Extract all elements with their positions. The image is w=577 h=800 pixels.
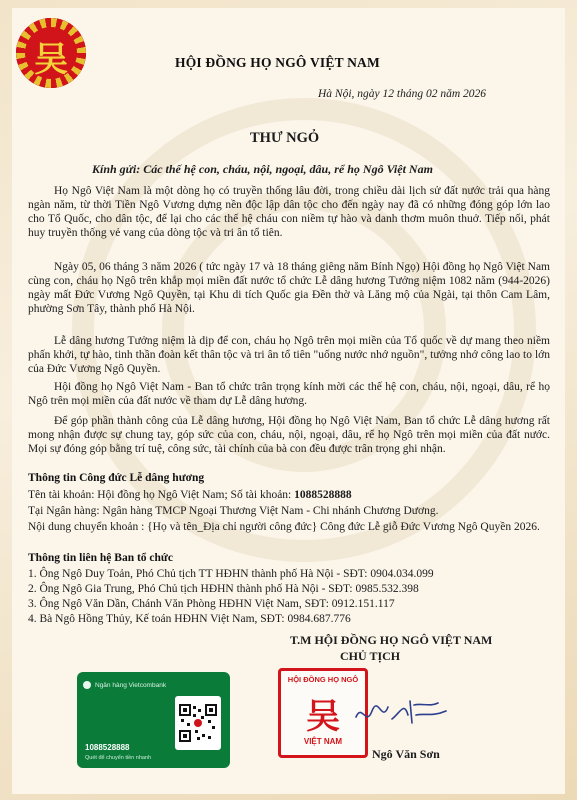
letter-greeting: Kính gửi: Các thế hệ con, cháu, nội, ngoại, dâu, rể họ Ngô Việt Nam	[92, 162, 433, 176]
paragraph-2: Ngày 05, 06 tháng 3 năm 2026 ( tức ngày 17 và 18 tháng giêng năm Bính Ngọ) Hội đồng họ Ngô Việt Nam cùng con, cháu họ Ngô trên khắp mọi miền đất nước tổ chức Lễ dâng hương Tưởng niệm 1082 năm (944-2026) ngày mất Đức Vương Ngô Quyền, tại Khu di tích Quốc gia Đền thờ và Lăng mộ của Ngài, tại thôn Cam Lâm, phường Sơn Tây, thành phố Hà Nội.	[28, 261, 550, 315]
seal-bottom-text: VIỆT NAM	[303, 737, 343, 746]
bank-qr-card	[77, 672, 230, 768]
contacts-heading: Thông tin liên hệ Ban tổ chức	[28, 552, 173, 564]
paragraph-4: Hội đồng họ Ngô Việt Nam - Ban tổ chức trân trọng kính mời các thế hệ con, cháu, nội, ngoại, dâu, rể họ Ngô trên mọi miền của đất nước về tham dự Lễ dâng hương.	[28, 381, 550, 407]
bank-line: Tại Ngân hàng: Ngân hàng TMCP Ngoại Thương Việt Nam - Chi nhánh Chương Dương.	[28, 505, 439, 517]
clan-logo	[16, 18, 86, 88]
org-name: HỘI ĐỒNG HỌ NGÔ VIỆT NAM	[175, 55, 380, 70]
qr-hint: Quét để chuyển tiền nhanh	[85, 755, 152, 761]
paragraph-5: Để góp phần thành công của Lễ dâng hương, Hội đồng họ Ngô Việt Nam, Ban tổ chức Lễ dâng hương rất mong nhận được sự chung tay, góp sức của con, cháu, nội, ngoại, dâu, rể họ Ngô trên mọi miền của đất nước. Mọi sự đóng góp bằng trí tuệ, công sức, tài chính của bà con đều được trân trọng ghi nhận.	[28, 415, 550, 455]
contact-item: 2. Ông Ngô Gia Trung, Phó Chủ tịch HĐHN thành phố Hà Nội - SĐT: 0985.532.398	[28, 583, 419, 595]
seal-top-text: HỘI ĐỒNG HỌ NGÔ	[287, 675, 359, 684]
logo-char: 吴	[34, 40, 68, 80]
account-line	[28, 488, 550, 502]
signature-role: CHỦ TỊCH	[340, 649, 401, 663]
qr-bank-label: Ngân hàng Vietcombank	[95, 682, 167, 689]
handwritten-signature	[352, 693, 452, 733]
qr-account-number: 1088528888	[85, 743, 130, 752]
account-prefix: Tên tài khoản: Hội đồng họ Ngô Việt Nam; Số tài khoản:	[28, 489, 295, 501]
contact-item: 4. Bà Ngô Hồng Thủy, Kế toán HĐHN Việt Nam, SĐT: 0984.687.776	[28, 613, 351, 625]
bank-logo-icon	[83, 681, 91, 689]
paragraph-1: Họ Ngô Việt Nam là một dòng họ có truyền thống lâu đời, trong chiều dài lịch sử đất nước trải qua hàng ngàn năm, từ thời Tiền Ngô Vương dựng nền độc lập dân tộc cho đến ngày nay đã có những đóng góp lớn lao cho Tổ Quốc, cho dân tộc, để lại cho các thế hệ cháu con niềm tự hào và danh thơm muôn thuở. Tiếp nối, phát huy truyền thống vẻ vang của dòng tộc và tri ân tổ tiên.	[28, 185, 550, 239]
qr-code	[175, 696, 221, 750]
letter-date: Hà Nội, ngày 12 tháng 02 năm 2026	[318, 88, 487, 100]
signer-name: Ngô Văn Sơn	[372, 747, 440, 761]
paragraph-3: Lễ dâng hương Tưởng niệm là dịp để con, cháu họ Ngô trên mọi miền của Tổ quốc về dự mang theo niềm phấn khởi, tự hào, tinh thần đoàn kết thân tộc và tri ân tổ tiên "uống nước nhớ nguồn", tưởng nhớ công lao to lớn của Đức Vương Ngô Quyền.	[28, 335, 550, 375]
qr-code-icon	[175, 696, 221, 750]
donation-heading: Thông tin Công đức Lễ dâng hương	[28, 472, 205, 484]
letter-title: THƯ NGỎ	[250, 130, 320, 146]
seal-char: 吴	[306, 697, 340, 737]
contact-item: 1. Ông Ngô Duy Toản, Phó Chủ tịch TT HĐHN thành phố Hà Nội - SĐT: 0904.034.099	[28, 568, 434, 580]
signature-title: T.M HỘI ĐỒNG HỌ NGÔ VIỆT NAM	[290, 633, 493, 647]
account-number: 1088528888	[294, 489, 352, 501]
transfer-content: Nội dung chuyển khoản : {Họ và tên_Địa chỉ người công đức} Công đức Lễ giỗ Đức Vương Ngô Quyền 2026.	[28, 521, 540, 533]
contact-item: 3. Ông Ngô Văn Dần, Chánh Văn Phòng HĐHN Việt Nam, SĐT: 0912.151.117	[28, 598, 395, 610]
